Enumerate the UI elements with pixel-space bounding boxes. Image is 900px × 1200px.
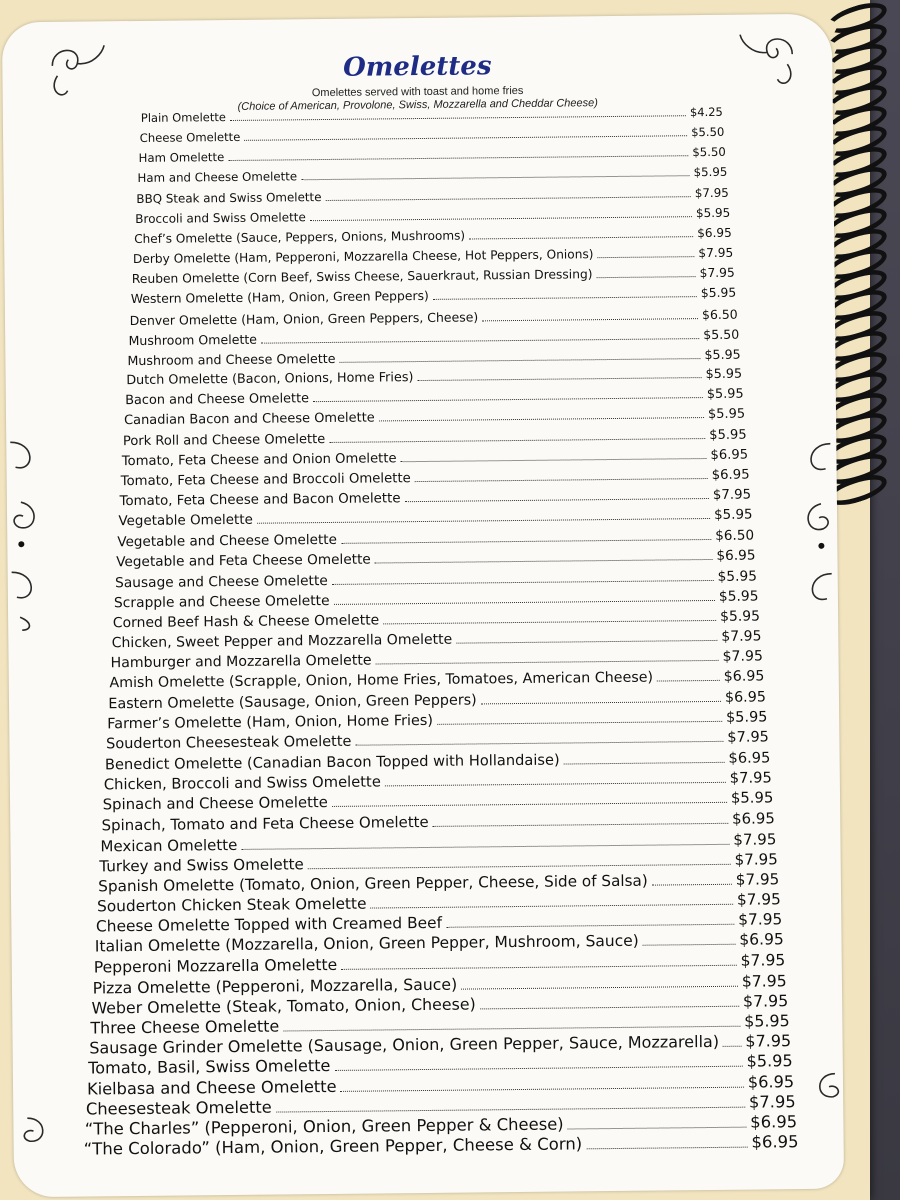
menu-item-name: Sausage and Cheese Omelette bbox=[114, 572, 328, 591]
menu-item bbox=[122, 447, 748, 469]
menu-item-price: $5.50 bbox=[703, 326, 740, 342]
menu-item-price: $7.95 bbox=[699, 265, 735, 281]
dot-leader bbox=[405, 491, 709, 503]
menu-item-name: Eastern Omelette (Sausage, Onion, Green Peppers) bbox=[108, 691, 477, 712]
dot-leader bbox=[339, 351, 700, 363]
menu-item-price: $7.95 bbox=[742, 991, 789, 1011]
menu-item-name: Weber Omelette (Steak, Tomato, Onion, Cheese) bbox=[91, 994, 476, 1018]
menu-item bbox=[128, 326, 739, 347]
dot-leader bbox=[341, 532, 711, 544]
menu-item-name: Vegetable Omelette bbox=[118, 512, 253, 530]
menu-item-price: $5.95 bbox=[704, 346, 741, 362]
menu-item-name: Tomato, Basil, Swiss Omelette bbox=[88, 1056, 331, 1078]
menu-item-price: $7.95 bbox=[733, 829, 777, 849]
menu-item bbox=[111, 649, 764, 672]
menu-item-name: “The Charles” (Pepperoni, Onion, Green Pepper & Cheese) bbox=[84, 1114, 564, 1139]
menu-item-price: $6.50 bbox=[715, 527, 755, 545]
menu-item-name: Ham and Cheese Omelette bbox=[137, 169, 298, 186]
menu-item-name: Souderton Chicken Steak Omelette bbox=[97, 894, 367, 916]
menu-item-name: Turkey and Swiss Omelette bbox=[99, 855, 304, 876]
menu-item-price: $7.95 bbox=[721, 628, 762, 645]
menu-item-name: BBQ Steak and Swiss Omelette bbox=[136, 189, 322, 206]
menu-item bbox=[114, 588, 759, 611]
menu-item-name: Spinach, Tomato and Feta Cheese Omelette bbox=[101, 813, 429, 835]
menu-item bbox=[106, 729, 769, 752]
menu-item-name: Pizza Omelette (Pepperoni, Mozzarella, Sauce) bbox=[92, 974, 458, 998]
menu-item-name: Bacon and Cheese Omelette bbox=[125, 391, 310, 409]
dot-leader bbox=[257, 511, 710, 524]
menu-item-name: Kielbasa and Cheese Omelette bbox=[86, 1076, 337, 1099]
menu-item bbox=[115, 568, 757, 591]
dot-leader bbox=[310, 209, 692, 221]
menu-title: Omelettes bbox=[343, 51, 492, 83]
dot-leader bbox=[308, 855, 731, 869]
menu-item bbox=[127, 347, 740, 368]
menu-item bbox=[116, 548, 755, 571]
menu-item bbox=[137, 165, 727, 185]
dot-leader bbox=[586, 1138, 747, 1150]
menu-item-price: $5.95 bbox=[695, 205, 731, 220]
menu-item-price: $7.95 bbox=[727, 729, 769, 746]
menu-item bbox=[134, 226, 732, 246]
menu-item-price: $5.95 bbox=[717, 568, 758, 585]
menu-item bbox=[123, 427, 747, 449]
menu-item bbox=[130, 306, 738, 327]
menu-item-name: Reuben Omelette (Corn Beef, Swiss Cheese, Sauerkraut, Russian Dressing) bbox=[131, 267, 593, 287]
menu-page bbox=[2, 14, 844, 1198]
menu-item-price: $7.95 bbox=[736, 890, 781, 909]
dot-leader bbox=[228, 149, 688, 161]
menu-item bbox=[131, 286, 737, 306]
menu-item-price: $5.95 bbox=[706, 386, 744, 403]
menu-item-price: $5.95 bbox=[746, 1051, 793, 1071]
menu-item-name: Cheese Omelette Topped with Creamed Beef bbox=[95, 914, 443, 936]
dot-leader bbox=[657, 672, 720, 681]
menu-item-price: $5.95 bbox=[718, 588, 759, 605]
menu-item-name: Canadian Bacon and Cheese Omelette bbox=[123, 410, 375, 429]
menu-item-name: Ham Omelette bbox=[138, 150, 225, 166]
menu-item-name: Derby Omelette (Ham, Pepperoni, Mozzarella Cheese, Hot Peppers, Onions) bbox=[132, 247, 594, 267]
dot-leader bbox=[415, 471, 708, 482]
dot-leader bbox=[564, 754, 725, 765]
menu-item bbox=[118, 508, 752, 530]
menu-item-name: Tomato, Feta Cheese and Onion Omelette bbox=[121, 450, 397, 469]
dot-leader bbox=[433, 815, 729, 827]
menu-item-price: $7.95 bbox=[722, 648, 764, 666]
menu-item-name: Broccoli and Swiss Omelette bbox=[135, 209, 306, 226]
dot-leader bbox=[276, 1097, 745, 1112]
menu-item-price: $6.95 bbox=[739, 930, 784, 950]
dot-leader bbox=[596, 270, 695, 279]
menu-item-price: $7.95 bbox=[698, 245, 734, 261]
cheese-choice-note: (Choice of American, Provolone, Swiss, Mozzarella and Cheddar Cheese) bbox=[237, 97, 598, 113]
menu-item-price: $6.95 bbox=[747, 1071, 795, 1092]
dot-leader bbox=[461, 977, 738, 990]
dot-leader bbox=[652, 875, 732, 885]
menu-item-price: $6.50 bbox=[701, 306, 738, 322]
menu-item-name: Pork Roll and Cheese Omelette bbox=[122, 431, 326, 449]
menu-subtitle: Omelettes served with toast and home fries bbox=[311, 84, 524, 100]
dot-leader bbox=[332, 572, 714, 585]
dot-leader bbox=[334, 592, 715, 605]
menu-item-price: $5.95 bbox=[730, 789, 774, 808]
dot-leader bbox=[241, 835, 729, 849]
menu-item-price: $6.95 bbox=[723, 668, 765, 686]
menu-item-price: $5.95 bbox=[705, 366, 743, 383]
menu-item-name: Souderton Cheesesteak Omelette bbox=[106, 733, 352, 753]
menu-item-name: Farmer’s Omelette (Ham, Onion, Home Fries) bbox=[107, 712, 434, 733]
menu-item-name: Hamburger and Mozzarella Omelette bbox=[110, 652, 372, 672]
menu-item-name: Sausage Grinder Omelette (Sausage, Onion, Green Pepper, Sauce, Mozzarella) bbox=[89, 1032, 720, 1058]
dot-leader bbox=[383, 612, 716, 624]
menu-item-name: Mushroom Omelette bbox=[128, 331, 258, 348]
menu-item-name: Dutch Omelette (Bacon, Onions, Home Fries) bbox=[126, 370, 414, 389]
menu-item-price: $7.95 bbox=[741, 970, 787, 991]
menu-item-price: $5.95 bbox=[707, 406, 746, 423]
dot-leader bbox=[379, 410, 704, 422]
menu-item-price: $7.95 bbox=[729, 769, 772, 787]
dot-leader bbox=[370, 895, 733, 908]
menu-item-name: Spanish Omelette (Tomato, Onion, Green Pepper, Cheese, Side of Salsa) bbox=[98, 871, 648, 896]
menu-item-list bbox=[2, 14, 844, 1198]
dot-leader bbox=[480, 997, 739, 1009]
dot-leader bbox=[313, 390, 703, 402]
dot-leader bbox=[417, 370, 701, 381]
menu-item-name: Three Cheese Omelette bbox=[90, 1016, 280, 1038]
dot-leader bbox=[261, 331, 699, 343]
menu-item-name: Chef’s Omelette (Sauce, Peppers, Onions, Mushrooms) bbox=[134, 228, 466, 246]
menu-item bbox=[124, 407, 745, 429]
menu-item-name: Spinach and Cheese Omelette bbox=[102, 794, 328, 814]
menu-item-name: Mexican Omelette bbox=[100, 835, 238, 856]
dot-leader bbox=[456, 632, 717, 643]
dot-leader bbox=[568, 1117, 747, 1129]
menu-item-name: Scrapple and Cheese Omelette bbox=[113, 592, 330, 611]
menu-item-name: Chicken, Sweet Pepper and Mozzarella Omelette bbox=[111, 631, 453, 652]
menu-item-price: $7.95 bbox=[735, 870, 780, 889]
menu-item-name: Pepperoni Mozzarella Omelette bbox=[93, 955, 338, 977]
dot-leader bbox=[325, 189, 690, 200]
dot-leader bbox=[375, 552, 713, 564]
menu-item-price: $6.95 bbox=[728, 749, 771, 767]
menu-item bbox=[140, 125, 725, 145]
menu-item-name: Chicken, Broccoli and Swiss Omelette bbox=[103, 773, 381, 794]
dot-leader bbox=[341, 956, 736, 970]
menu-item-price: $7.95 bbox=[738, 910, 783, 929]
menu-item-name: Corned Beef Hash & Cheese Omelette bbox=[112, 612, 380, 632]
menu-item-name: Plain Omelette bbox=[140, 110, 226, 125]
dot-leader bbox=[376, 652, 719, 664]
menu-item-price: $6.95 bbox=[711, 467, 750, 483]
menu-item bbox=[135, 206, 730, 226]
dot-leader bbox=[482, 311, 698, 321]
menu-item-name: Benedict Omelette (Canadian Bacon Topped with Hollandaise) bbox=[104, 751, 560, 774]
dot-leader bbox=[301, 169, 690, 181]
menu-item-name: “The Colorado” (Ham, Onion, Green Pepper, Cheese & Corn) bbox=[83, 1134, 583, 1159]
dot-leader bbox=[334, 1057, 742, 1071]
dot-leader bbox=[355, 733, 723, 746]
dot-leader bbox=[437, 713, 722, 725]
menu-item-price: $5.95 bbox=[709, 427, 747, 443]
dot-leader bbox=[433, 290, 697, 301]
menu-item bbox=[125, 387, 744, 408]
menu-item-price: $5.50 bbox=[691, 124, 725, 140]
menu-item-price: $6.95 bbox=[751, 1132, 799, 1152]
dot-leader bbox=[385, 774, 726, 787]
menu-item-price: $5.95 bbox=[725, 709, 768, 726]
menu-item-name: Cheesesteak Omelette bbox=[85, 1097, 272, 1119]
menu-item bbox=[119, 488, 751, 510]
dot-leader bbox=[329, 430, 705, 442]
dot-leader bbox=[469, 229, 693, 239]
menu-item-price: $5.50 bbox=[692, 145, 726, 160]
menu-item-name: Vegetable and Cheese Omelette bbox=[117, 532, 337, 551]
dot-leader bbox=[401, 450, 707, 461]
dot-leader bbox=[283, 1017, 740, 1032]
menu-item bbox=[139, 145, 726, 165]
menu-item-name: Italian Omelette (Mozzarella, Onion, Green Pepper, Mushroom, Sauce) bbox=[94, 932, 639, 956]
menu-item-price: $5.95 bbox=[744, 1011, 790, 1031]
menu-item-name: Western Omelette (Ham, Onion, Green Peppers) bbox=[130, 289, 429, 307]
dot-leader bbox=[481, 693, 721, 704]
menu-item-name: Tomato, Feta Cheese and Broccoli Omelette bbox=[120, 470, 411, 489]
dot-leader bbox=[340, 1077, 743, 1091]
menu-item bbox=[132, 266, 735, 286]
menu-item-price: $6.95 bbox=[697, 225, 732, 241]
menu-item-price: $7.95 bbox=[712, 487, 752, 503]
menu-item bbox=[117, 528, 754, 551]
menu-item-name: Amish Omelette (Scrapple, Onion, Home Fries, Tomatoes, American Cheese) bbox=[109, 669, 654, 692]
menu-item-price: $7.95 bbox=[694, 185, 729, 200]
dot-leader bbox=[643, 936, 736, 947]
menu-item-price: $6.95 bbox=[750, 1111, 798, 1132]
menu-item bbox=[112, 629, 762, 652]
dot-leader bbox=[446, 916, 734, 928]
menu-item-price: $5.95 bbox=[719, 608, 761, 625]
menu-item bbox=[113, 608, 760, 631]
dot-leader bbox=[597, 250, 694, 259]
menu-item-price: $5.95 bbox=[700, 286, 737, 301]
menu-item-name: Denver Omelette (Ham, Onion, Green Peppers, Cheese) bbox=[129, 308, 479, 328]
dot-leader bbox=[723, 1037, 741, 1047]
menu-item-price: $4.25 bbox=[689, 104, 723, 120]
menu-item-price: $7.95 bbox=[745, 1031, 792, 1051]
menu-item-name: Cheese Omelette bbox=[139, 130, 241, 146]
menu-item bbox=[121, 467, 750, 489]
menu-item-name: Tomato, Feta Cheese and Bacon Omelette bbox=[119, 491, 401, 510]
menu-item-name: Mushroom and Cheese Omelette bbox=[127, 350, 336, 368]
menu-item bbox=[141, 105, 723, 125]
menu-item bbox=[126, 367, 742, 388]
dot-leader bbox=[332, 794, 727, 807]
menu-item bbox=[109, 669, 764, 692]
menu-item-name: Vegetable and Feta Cheese Omelette bbox=[116, 551, 371, 571]
menu-item-price: $5.95 bbox=[693, 165, 728, 180]
menu-item bbox=[108, 689, 766, 712]
dot-leader bbox=[230, 109, 686, 121]
menu-item-price: $6.95 bbox=[732, 809, 775, 829]
menu-item bbox=[136, 185, 729, 205]
menu-item-price: $7.95 bbox=[740, 950, 786, 970]
menu-item bbox=[133, 246, 733, 266]
menu-item-price: $7.95 bbox=[734, 850, 778, 869]
menu-item bbox=[107, 709, 767, 732]
menu-item-price: $7.95 bbox=[748, 1091, 796, 1112]
menu-item-price: $6.95 bbox=[710, 447, 749, 463]
menu-item-price: $6.95 bbox=[724, 688, 767, 706]
menu-item-price: $5.95 bbox=[713, 507, 753, 524]
dot-leader bbox=[244, 129, 687, 141]
menu-item-price: $6.95 bbox=[716, 547, 756, 565]
